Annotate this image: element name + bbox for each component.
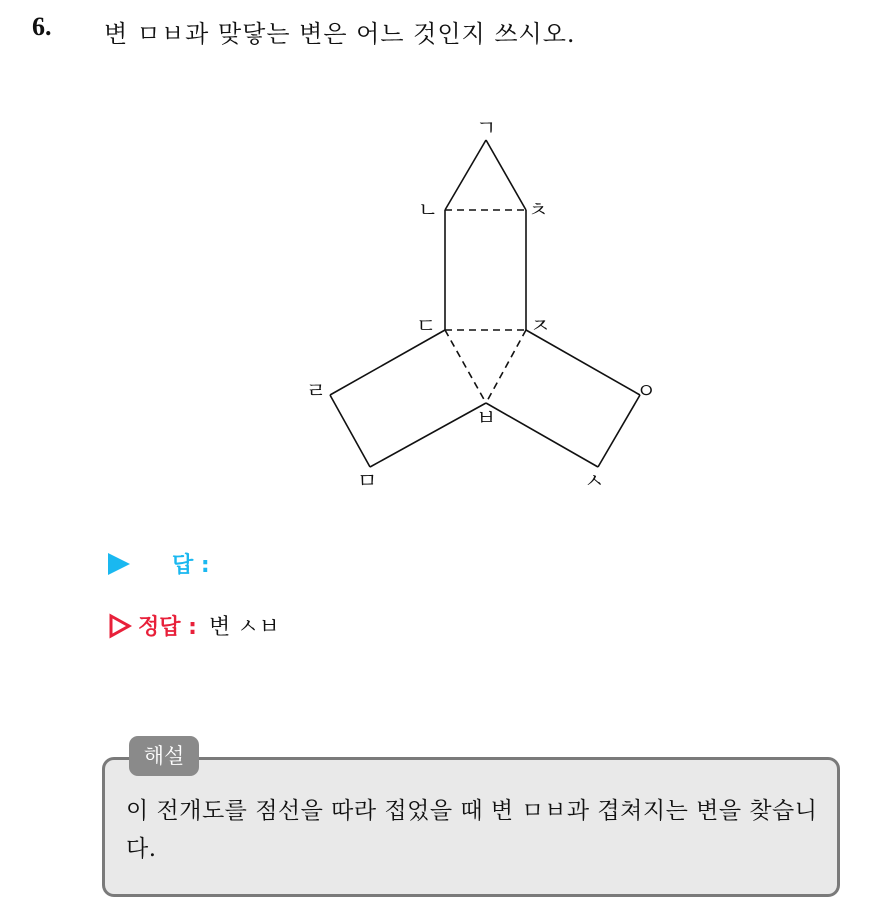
correct-answer-label: 정답 : — [138, 615, 197, 640]
vertex-label-s: ㅅ — [584, 469, 605, 493]
explanation-tag: 해설 — [129, 736, 199, 776]
question-number: 6. — [32, 12, 52, 41]
vertex-label-o: ㅇ — [636, 379, 657, 403]
edge-g-c — [486, 140, 526, 210]
edge-j-o — [526, 330, 640, 395]
edge-r-m — [330, 395, 370, 467]
fold-d-b — [445, 330, 486, 403]
vertex-label-c: ㅊ — [528, 198, 549, 222]
edge-s-b — [486, 403, 598, 467]
vertex-label-d: ㄷ — [416, 314, 437, 338]
question-text: 변 ㅁㅂ과 맞닿는 변은 어느 것인지 쓰시오. — [104, 20, 576, 48]
vertex-label-n: ㄴ — [418, 198, 439, 222]
vertex-label-g: ㄱ — [476, 116, 497, 140]
edge-m-b — [370, 403, 486, 467]
play-arrow-icon — [108, 553, 130, 575]
explanation-text: 이 전개도를 점선을 따라 접었을 때 변 ㅁㅂ과 겹쳐지는 변을 찾습니다. — [126, 798, 818, 862]
outline-arrow-icon — [108, 613, 132, 639]
vertex-label-j: ㅈ — [530, 314, 551, 338]
answer-row — [108, 548, 210, 579]
vertex-label-r: ㄹ — [306, 379, 327, 403]
edge-d-r — [330, 330, 445, 395]
vertex-label-b: ㅂ — [476, 406, 497, 430]
fold-j-b — [486, 330, 526, 403]
answer-label: 답 : — [172, 553, 210, 578]
correct-answer-value: 변 ㅅㅂ — [208, 615, 280, 640]
edge-g-n — [445, 140, 486, 210]
vertex-label-m: ㅁ — [357, 469, 378, 493]
correct-answer-row — [108, 610, 280, 641]
edge-o-s — [598, 395, 640, 467]
